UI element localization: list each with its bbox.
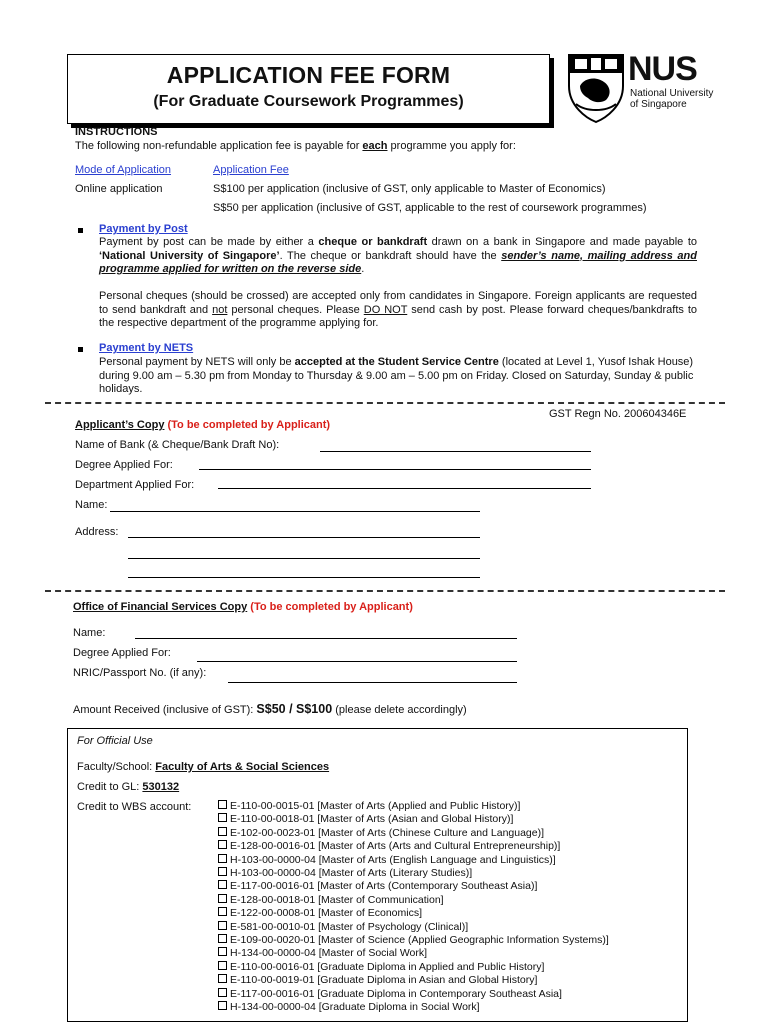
ofs-degree-label: Degree Applied For: bbox=[73, 647, 171, 659]
checkbox-icon[interactable] bbox=[218, 867, 227, 876]
checkbox-icon[interactable] bbox=[218, 894, 227, 903]
logo-wordmark: NUS bbox=[628, 50, 697, 88]
checkbox-icon[interactable] bbox=[218, 961, 227, 970]
department-field[interactable] bbox=[218, 488, 591, 489]
wbs-item[interactable]: E-110-00-0018-01 [Master of Arts (Asian and Global History)] bbox=[218, 813, 609, 826]
post-paragraph-1: Payment by post can be made by either a cheque or bankdraft drawn on a bank in Singapore and made payable to ‘National University of Singapore’. The cheque or bankdraft should have the sender’s name, mailing address and programme applied for written on the reverse side. bbox=[99, 236, 697, 275]
name-field[interactable] bbox=[110, 511, 480, 512]
checkbox-icon[interactable] bbox=[218, 880, 227, 889]
wbs-item[interactable]: H-103-00-0000-04 [Master of Arts (Literary Studies)] bbox=[218, 867, 609, 880]
bullet-icon bbox=[78, 228, 83, 233]
nus-logo bbox=[566, 52, 726, 124]
address-field-2[interactable] bbox=[128, 558, 480, 559]
nets-paragraph: Personal payment by NETS will only be accepted at the Student Service Centre (located at Level 1, Yusof Ishak House) during 9.00 am – 5.30 pm from Monday to Thursday & 9.00 am – 5.00 pm on Friday. Closed on Saturday, Sunday & public holidays. bbox=[99, 356, 694, 395]
ofs-degree-field[interactable] bbox=[197, 661, 517, 662]
gl-line: Credit to GL: 530132 bbox=[77, 781, 180, 793]
logo-subtext-1: National University bbox=[630, 88, 714, 99]
wbs-item[interactable]: H-134-00-0000-04 [Graduate Diploma in Social Work] bbox=[218, 1001, 609, 1014]
checkbox-icon[interactable] bbox=[218, 921, 227, 930]
checkbox-icon[interactable] bbox=[218, 947, 227, 956]
wbs-item[interactable]: E-117-00-0016-01 [Master of Arts (Contemporary Southeast Asia)] bbox=[218, 880, 609, 893]
wbs-item[interactable]: E-110-00-0015-01 [Master of Arts (Applied and Public History)] bbox=[218, 800, 609, 813]
wbs-item[interactable]: E-110-00-0019-01 [Graduate Diploma in Asian and Global History] bbox=[218, 974, 609, 987]
nets-heading: Payment by NETS bbox=[99, 342, 194, 354]
nus-crest-icon bbox=[566, 52, 626, 124]
wbs-item[interactable]: E-109-00-0020-01 [Master of Science (Applied Geographic Information Systems)] bbox=[218, 934, 609, 947]
cut-line-2 bbox=[45, 590, 725, 592]
bank-field[interactable] bbox=[320, 451, 591, 452]
cut-line-1 bbox=[45, 402, 725, 404]
instructions-heading: INSTRUCTIONS bbox=[75, 126, 158, 138]
ofs-name-field[interactable] bbox=[135, 638, 517, 639]
col-fee-heading: Application Fee bbox=[213, 164, 289, 176]
checkbox-icon[interactable] bbox=[218, 827, 227, 836]
department-label: Department Applied For: bbox=[75, 479, 195, 491]
mode-online: Online application bbox=[75, 183, 163, 195]
checkbox-icon[interactable] bbox=[218, 907, 227, 916]
bullet-icon bbox=[78, 347, 83, 352]
ofs-nric-field[interactable] bbox=[228, 682, 517, 683]
checkbox-icon[interactable] bbox=[218, 1001, 227, 1010]
checkbox-icon[interactable] bbox=[218, 800, 227, 809]
ofs-heading: Office of Financial Services Copy (To be completed by Applicant) bbox=[73, 601, 413, 613]
post-paragraph-2: Personal cheques (should be crossed) are accepted only from candidates in Singapore. Foreign applicants are requested to send bankdraft and not personal cheques. Please DO NOT send cash by post. Please forward cheques/bankdrafts to the respective department of the programme applying for. bbox=[99, 290, 698, 329]
wbs-item[interactable]: E-117-00-0016-01 [Graduate Diploma in Contemporary Southeast Asia] bbox=[218, 988, 609, 1001]
wbs-item[interactable]: E-128-00-0018-01 [Master of Communication] bbox=[218, 894, 609, 907]
faculty-line: Faculty/School: Faculty of Arts & Social Sciences bbox=[77, 761, 330, 773]
official-use-heading: For Official Use bbox=[77, 735, 153, 747]
checkbox-icon[interactable] bbox=[218, 988, 227, 997]
logo-subtext-2: of Singapore bbox=[630, 99, 687, 110]
address-field-1[interactable] bbox=[128, 537, 480, 538]
col-mode-heading: Mode of Application bbox=[75, 164, 172, 176]
checkbox-icon[interactable] bbox=[218, 974, 227, 983]
wbs-item[interactable]: H-103-00-0000-04 [Master of Arts (English Language and Linguistics)] bbox=[218, 854, 609, 867]
title-box bbox=[67, 54, 550, 124]
wbs-item[interactable]: E-581-00-0010-01 [Master of Psychology (Clinical)] bbox=[218, 921, 609, 934]
wbs-list bbox=[218, 800, 609, 1015]
checkbox-icon[interactable] bbox=[218, 840, 227, 849]
amount-received: Amount Received (inclusive of GST): S$50 / S$100 (please delete accordingly) bbox=[73, 702, 467, 716]
address-field-3[interactable] bbox=[128, 577, 480, 578]
name-label: Name: bbox=[75, 499, 108, 511]
applicant-heading: Applicant’s Copy (To be completed by Applicant) bbox=[75, 419, 331, 431]
checkbox-icon[interactable] bbox=[218, 934, 227, 943]
degree-field[interactable] bbox=[199, 469, 591, 470]
fee-row-1: S$100 per application (inclusive of GST, only applicable to Master of Economics) bbox=[213, 183, 606, 195]
checkbox-icon[interactable] bbox=[218, 813, 227, 822]
form-subtitle: (For Graduate Coursework Programmes) bbox=[153, 93, 464, 110]
instructions-intro: The following non-refundable application fee is payable for each programme you apply for: bbox=[75, 140, 516, 152]
address-label: Address: bbox=[75, 526, 119, 538]
wbs-item[interactable]: E-128-00-0016-01 [Master of Arts (Arts and Cultural Entrepreneurship)] bbox=[218, 840, 609, 853]
checkbox-icon[interactable] bbox=[218, 854, 227, 863]
form-title: APPLICATION FEE FORM bbox=[166, 62, 451, 88]
gst-number: GST Regn No. 200604346E bbox=[549, 408, 687, 420]
wbs-item[interactable]: H-134-00-0000-04 [Master of Social Work] bbox=[218, 947, 609, 960]
post-heading: Payment by Post bbox=[99, 223, 188, 235]
fee-row-2: S$50 per application (inclusive of GST, applicable to the rest of coursework programmes) bbox=[213, 202, 647, 214]
wbs-item[interactable]: E-122-00-0008-01 [Master of Economics] bbox=[218, 907, 609, 920]
wbs-item[interactable]: E-102-00-0023-01 [Master of Arts (Chinese Culture and Language)] bbox=[218, 827, 609, 840]
wbs-label: Credit to WBS account: bbox=[77, 801, 192, 813]
bank-label: Name of Bank (& Cheque/Bank Draft No): bbox=[75, 439, 280, 451]
ofs-name-label: Name: bbox=[73, 627, 106, 639]
ofs-nric-label: NRIC/Passport No. (if any): bbox=[73, 667, 207, 679]
degree-label: Degree Applied For: bbox=[75, 459, 173, 471]
wbs-item[interactable]: E-110-00-0016-01 [Graduate Diploma in Applied and Public History] bbox=[218, 961, 609, 974]
